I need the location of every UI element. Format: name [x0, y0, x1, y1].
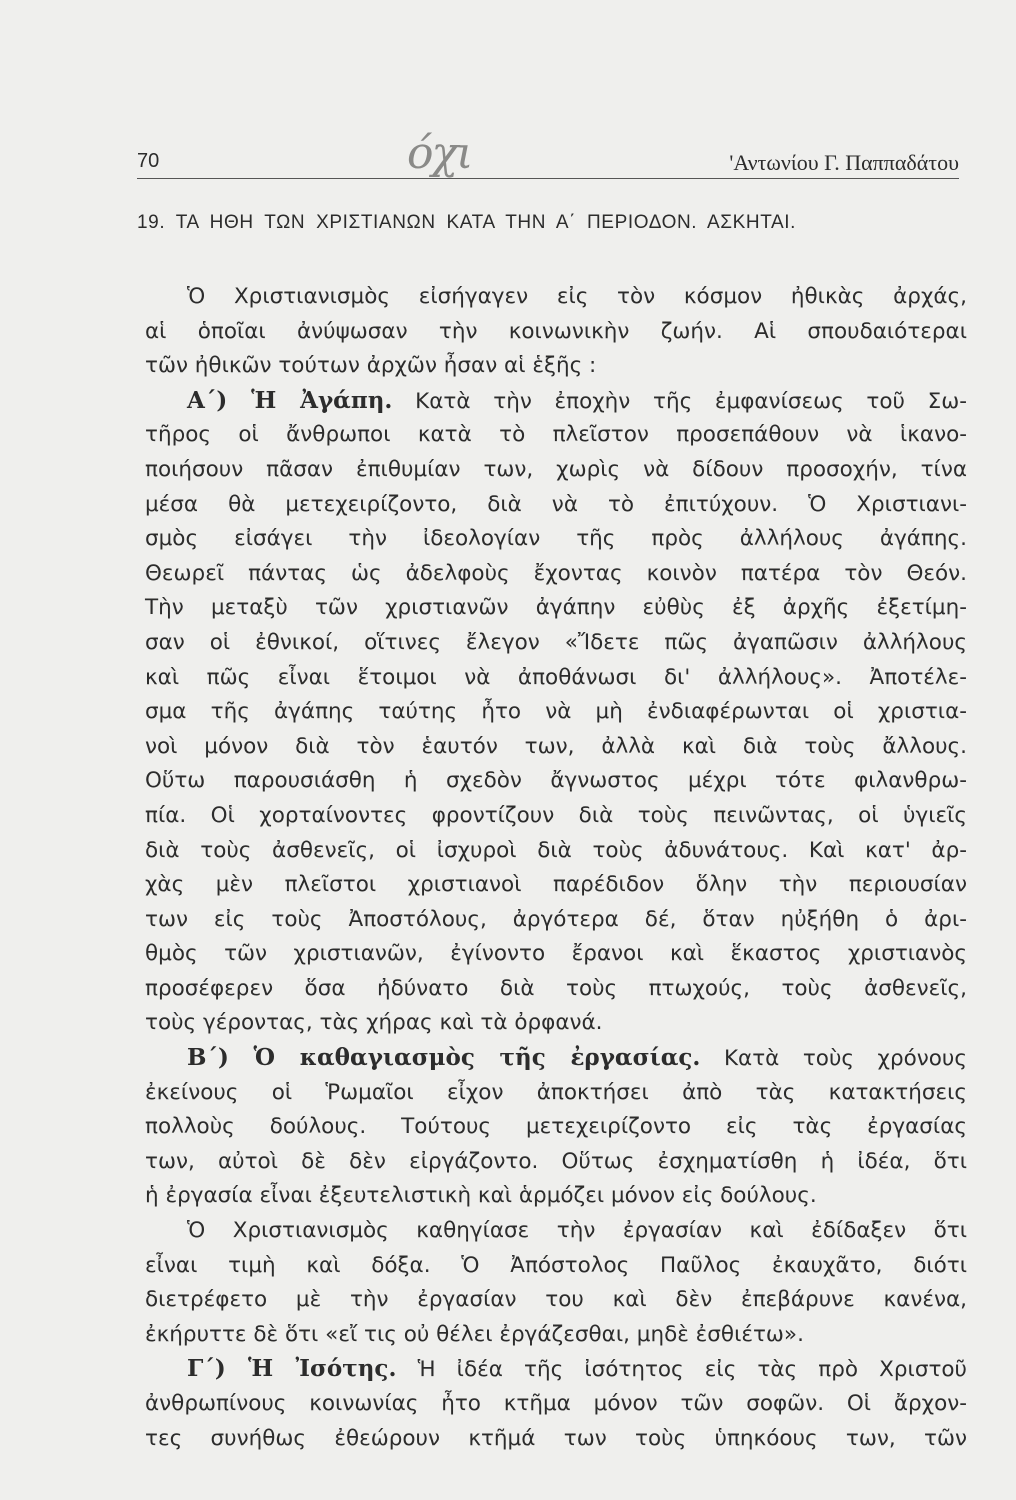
text-line [145, 1145, 967, 1180]
text-line [145, 453, 967, 488]
text-line [145, 557, 967, 592]
line-text: πία. Οἱ χορταίνοντες φροντίζουν διὰ τοὺς πεινῶντας, οἱ ὑγιεῖς [145, 802, 967, 828]
line-text: προσέφερεν ὅσα ἠδύνατο διὰ τοὺς πτωχούς, τοὺς ἀσθενεῖς, [145, 975, 967, 1001]
section-title: 19. ΤΑ ΗΘΗ ΤΩΝ ΧΡΙΣΤΙΑΝΩΝ ΚΑΤΑ ΤΗΝ Α΄ ΠΕΡΙΟΔΟΝ. ΑΣΚΗΤΑΙ. [137, 212, 797, 233]
line-text: πολλοὺς δούλους. Τούτους μετεχειρίζοντο εἰς τὰς ἐργασίας [145, 1114, 967, 1140]
text-line [145, 1352, 967, 1387]
text-line [145, 799, 967, 834]
line-text: ἡ ἐργασία εἶναι ἐξευτελιστικὴ καὶ ἁρμόζει μόνον εἰς δούλους. [145, 1183, 817, 1209]
text-line [145, 280, 967, 315]
line-text: διετρέφετο μὲ τὴν ἐργασίαν του καὶ δὲν ἐπεβάρυνε κανένα, [145, 1287, 967, 1313]
line-text: Τὴν μεταξὺ τῶν χριστιανῶν ἀγάπην εὐθὺς ἐξ ἀρχῆς ἐξετίμη- [145, 595, 967, 621]
header-rule [137, 178, 959, 179]
line-text: Κατὰ τὴν ἐποχὴν τῆς ἐμφανίσεως τοῦ Σω- [415, 388, 967, 414]
text-line [145, 1214, 967, 1249]
text-line [145, 591, 967, 626]
line-text: Κατὰ τοὺς χρόνους [723, 1046, 967, 1072]
text-line [145, 903, 967, 938]
line-text: χὰς μὲν πλεῖστοι χριστιανοὶ παρέδιδον ὅλην τὴν περιουσίαν [145, 872, 967, 898]
text-line [145, 1422, 967, 1457]
line-text: των εἰς τοὺς Ἀποστόλους, ἀργότερα δέ, ὅταν ηὐξήθη ὁ ἀρι- [145, 906, 967, 932]
text-line [145, 315, 967, 350]
line-text: τῆρος οἱ ἄνθρωποι κατὰ τὸ πλεῖστον προσεπάθουν νὰ ἱκανο- [145, 422, 967, 448]
text-line [145, 1283, 967, 1318]
handwritten-annotation: όχι [407, 128, 472, 179]
line-text: σμὸς εἰσάγει τὴν ἰδεολογίαν τῆς πρὸς ἀλλήλους ἀγάπης. [145, 526, 967, 552]
line-text: Θεωρεῖ πάντας ὡς ἀδελφοὺς ἔχοντας κοινὸν πατέρα τὸν Θεόν. [145, 560, 967, 586]
text-line [145, 1110, 967, 1145]
page-header [137, 128, 959, 188]
line-text: ἐκήρυττε δὲ ὅτι «εἴ τις οὐ θέλει ἐργάζεσθαι, μηδὲ ἐσθιέτω». [145, 1321, 804, 1347]
line-text: ποιήσουν πᾶσαν ἐπιθυμίαν των, χωρὶς νὰ δίδουν προσοχήν, τίνα [145, 456, 967, 482]
line-text: καὶ πῶς εἶναι ἕτοιμοι νὰ ἀποθάνωσι δι' ἀλλήλους». Ἀποτέλε- [145, 664, 967, 690]
line-text: θμὸς τῶν χριστιανῶν, ἐγίνοντο ἔρανοι καὶ ἕκαστος χριστιανὸς [145, 941, 967, 967]
line-text: Ἡ ἰδέα τῆς ἰσότητος εἰς τὰς πρὸ Χριστοῦ [417, 1357, 967, 1383]
line-text: Οὕτω παρουσιάσθη ἡ σχεδὸν ἄγνωστος μέχρι τότε φιλανθρω- [145, 768, 967, 794]
line-text: σμα τῆς ἀγάπης ταύτης ἦτο νὰ μὴ ἐνδιαφέρωνται οἱ χριστια- [145, 699, 967, 725]
text-line [145, 349, 967, 384]
text-line [145, 730, 967, 765]
text-line [145, 522, 967, 557]
running-title: 'Αντωνίου Γ. Παππαδάτου [729, 150, 959, 175]
subsection-heading: Γ΄) Ἡ Ἰσότης. [187, 1355, 397, 1383]
line-text: τοὺς γέροντας, τὰς χήρας καὶ τὰ ὀρφανά. [145, 1010, 603, 1036]
line-text: ἐκείνους οἱ Ῥωμαῖοι εἶχον ἀποκτήσει ἀπὸ τὰς κατακτήσεις [145, 1079, 967, 1105]
line-text: νοὶ μόνον διὰ τὸν ἑαυτόν των, ἀλλὰ καὶ διὰ τοὺς ἄλλους. [145, 733, 967, 759]
line-text: τῶν ἠθικῶν τούτων ἀρχῶν ἦσαν αἱ ἑξῆς : [145, 353, 597, 379]
line-text: των, αὐτοὶ δὲ δὲν εἰργάζοντο. Οὕτως ἐσχηματίσθη ἡ ἰδέα, ὅτι [145, 1148, 967, 1174]
text-line [145, 868, 967, 903]
line-text: τες συνήθως ἐθεώρουν κτῆμά των τοὺς ὑπηκόους των, τῶν [145, 1425, 967, 1451]
line-text: Ὁ Χριστιανισμὸς καθηγίασε τὴν ἐργασίαν καὶ ἐδίδαξεν ὅτι [187, 1218, 967, 1244]
text-line [145, 626, 967, 661]
line-text: μέσα θὰ μετεχειρίζοντο, διὰ νὰ τὸ ἐπιτύχουν. Ὁ Χριστιανι- [145, 491, 967, 517]
subsection-heading: Α΄) Ἡ Ἀγάπη. [187, 386, 393, 414]
text-line [145, 1249, 967, 1284]
text-line [145, 1006, 967, 1041]
line-text: αἱ ὁποῖαι ἀνύψωσαν τὴν κοινωνικὴν ζωήν. Αἱ σπουδαιότεραι [145, 318, 967, 344]
line-text: Ὁ Χριστιανισμὸς εἰσήγαγεν εἰς τὸν κόσμον ἠθικὰς ἀρχάς, [187, 284, 967, 309]
text-line [145, 384, 967, 419]
page-number: 70 [137, 150, 160, 172]
line-text: εἶναι τιμὴ καὶ δόξα. Ὁ Ἀπόστολος Παῦλος ἐκαυχᾶτο, διότι [145, 1252, 967, 1278]
text-line [145, 488, 967, 523]
subsection-heading: Β΄) Ὁ καθαγιασμὸς τῆς ἐργασίας. [187, 1044, 701, 1072]
line-text: σαν οἱ ἐθνικοί, οἵτινες ἔλεγον «Ἴδετε πῶς ἀγαπῶσιν ἀλλήλους [145, 629, 967, 655]
text-line [145, 661, 967, 696]
text-line [145, 418, 967, 453]
text-line [145, 1387, 967, 1422]
body-text [145, 280, 967, 1456]
text-line [145, 1041, 967, 1076]
text-line [145, 937, 967, 972]
line-text: ἀνθρωπίνους κοινωνίας ἦτο κτῆμα μόνον τῶν σοφῶν. Οἱ ἄρχον- [145, 1391, 967, 1416]
line-text: διὰ τοὺς ἀσθενεῖς, οἱ ἰσχυροὶ διὰ τοὺς ἀδυνάτους. Καὶ κατ' ἀρ- [145, 837, 967, 863]
text-line [145, 972, 967, 1007]
text-line [145, 695, 967, 730]
text-line [145, 1179, 967, 1214]
text-line [145, 764, 967, 799]
text-line [145, 1318, 967, 1353]
text-line [145, 1076, 967, 1111]
text-line [145, 834, 967, 869]
